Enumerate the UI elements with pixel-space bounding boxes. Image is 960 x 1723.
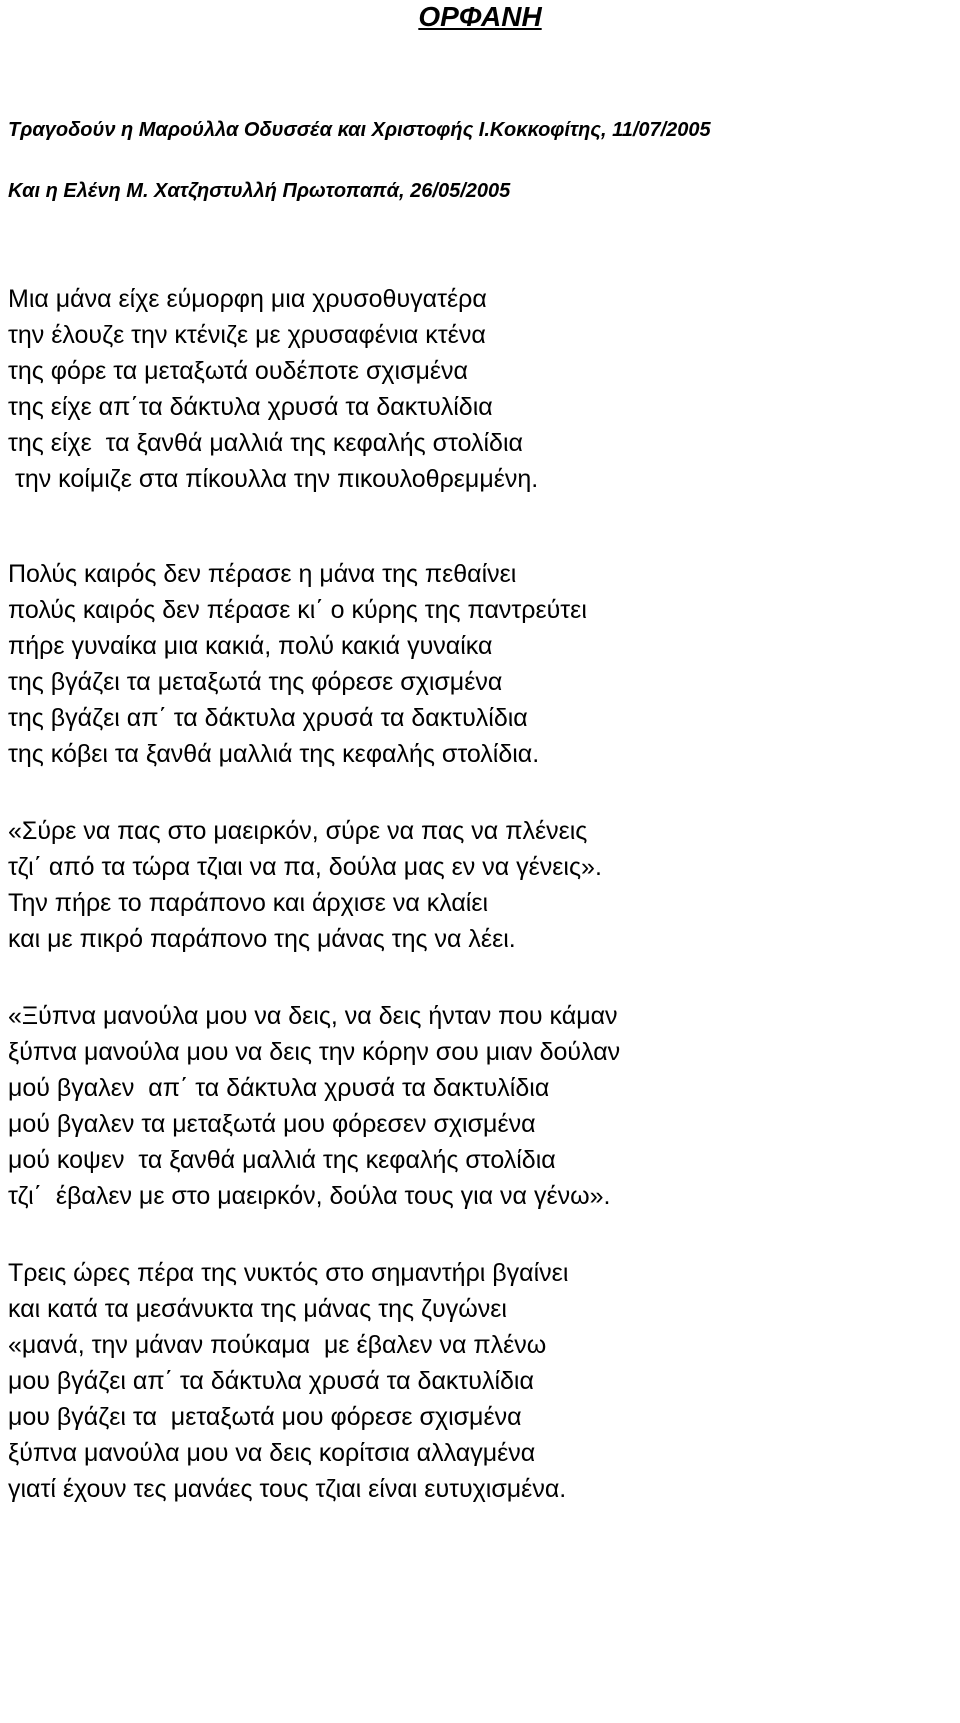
poem-title: ΟΡΦΑΝΗ	[418, 1, 542, 32]
verse-line: της κόβει τα ξανθά μαλλιά της κεφαλής στολίδια.	[8, 740, 540, 768]
verse-line: μου βγάζει τα μεταξωτά μου φόρεσε σχισμένα	[8, 1403, 522, 1431]
verse-line: πήρε γυναίκα μια κακιά, πολύ κακιά γυναίκα	[8, 632, 493, 660]
verse-line: «Ξύπνα μανούλα μου να δεις, να δεις ήνταν που κάμαν	[8, 1002, 618, 1030]
verse-line: ξύπνα μανούλα μου να δεις κορίτσια αλλαγμένα	[8, 1439, 536, 1467]
verse-line: «μανά, την μάναν πούκαμα με έβαλεν να πλένω	[8, 1331, 547, 1359]
verse-line: ξύπνα μανούλα μου να δεις την κόρην σου μιαν δούλαν	[8, 1038, 621, 1066]
verse-line: τζι΄ έβαλεν με στο μαειρκόν, δούλα τους για να γένω».	[8, 1182, 611, 1210]
verse-line: Μια μάνα είχε εύμορφη μια χρυσοθυγατέρα	[8, 285, 487, 313]
verse-line: της είχε τα ξανθά μαλλιά της κεφαλής στολίδια	[8, 429, 523, 457]
verse-line: μού βγαλεν απ΄ τα δάκτυλα χρυσά τα δακτυλίδια	[8, 1074, 550, 1102]
verse-line: της βγάζει τα μεταξωτά της φόρεσε σχισμένα	[8, 668, 503, 696]
verse-line: γιατί έχουν τες μανάες τους τζιαι είναι ευτυχισμένα.	[8, 1475, 567, 1503]
verse-line: Την πήρε το παράπονο και άρχισε να κλαίει	[8, 889, 489, 917]
performer-credit-line: Και η Ελένη Μ. Χατζηστυλλή Πρωτοπαπά, 26/05/2005	[8, 180, 511, 202]
verse-line: της είχε απ΄τα δάκτυλα χρυσά τα δακτυλίδια	[8, 393, 493, 421]
performer-credit-line: Τραγοδούν η Μαρούλλα Οδυσσέα και Χριστοφής Ι.Κοκκοφίτης, 11/07/2005	[8, 119, 711, 141]
verse-line: και με πικρό παράπονο της μάνας της να λέει.	[8, 925, 516, 953]
verse-line: τζι΄ από τα τώρα τζιαι να πα, δούλα μας εν να γένεις».	[8, 853, 602, 881]
verse-line: την κοίμιζε στα πίκουλλα την πικουλοθρεμμένη.	[8, 465, 539, 493]
verse-line: μού κοψεν τα ξανθά μαλλιά της κεφαλής στολίδια	[8, 1146, 556, 1174]
verse-line: μού βγαλεν τα μεταξωτά μου φόρεσεν σχισμένα	[8, 1110, 536, 1138]
verse-line: την έλουζε την κτένιζε με χρυσαφένια κτένα	[8, 321, 486, 349]
verse-line: μου βγάζει απ΄ τα δάκτυλα χρυσά τα δακτυλίδια	[8, 1367, 534, 1395]
verse-line: Τρεις ώρες πέρα της νυκτός στο σημαντήρι βγαίνει	[8, 1259, 569, 1287]
verse-line: και κατά τα μεσάνυκτα της μάνας της ζυγώνει	[8, 1295, 507, 1323]
verse-line: πολύς καιρός δεν πέρασε κι΄ ο κύρης της παντρεύτει	[8, 596, 587, 624]
verse-line: της βγάζει απ΄ τα δάκτυλα χρυσά τα δακτυλίδια	[8, 704, 528, 732]
verse-line: της φόρε τα μεταξωτά ουδέποτε σχισμένα	[8, 357, 469, 385]
verse-line: Πολύς καιρός δεν πέρασε η μάνα της πεθαίνει	[8, 560, 517, 588]
verse-line: «Σύρε να πας στο μαειρκόν, σύρε να πας να πλένεις	[8, 817, 588, 845]
